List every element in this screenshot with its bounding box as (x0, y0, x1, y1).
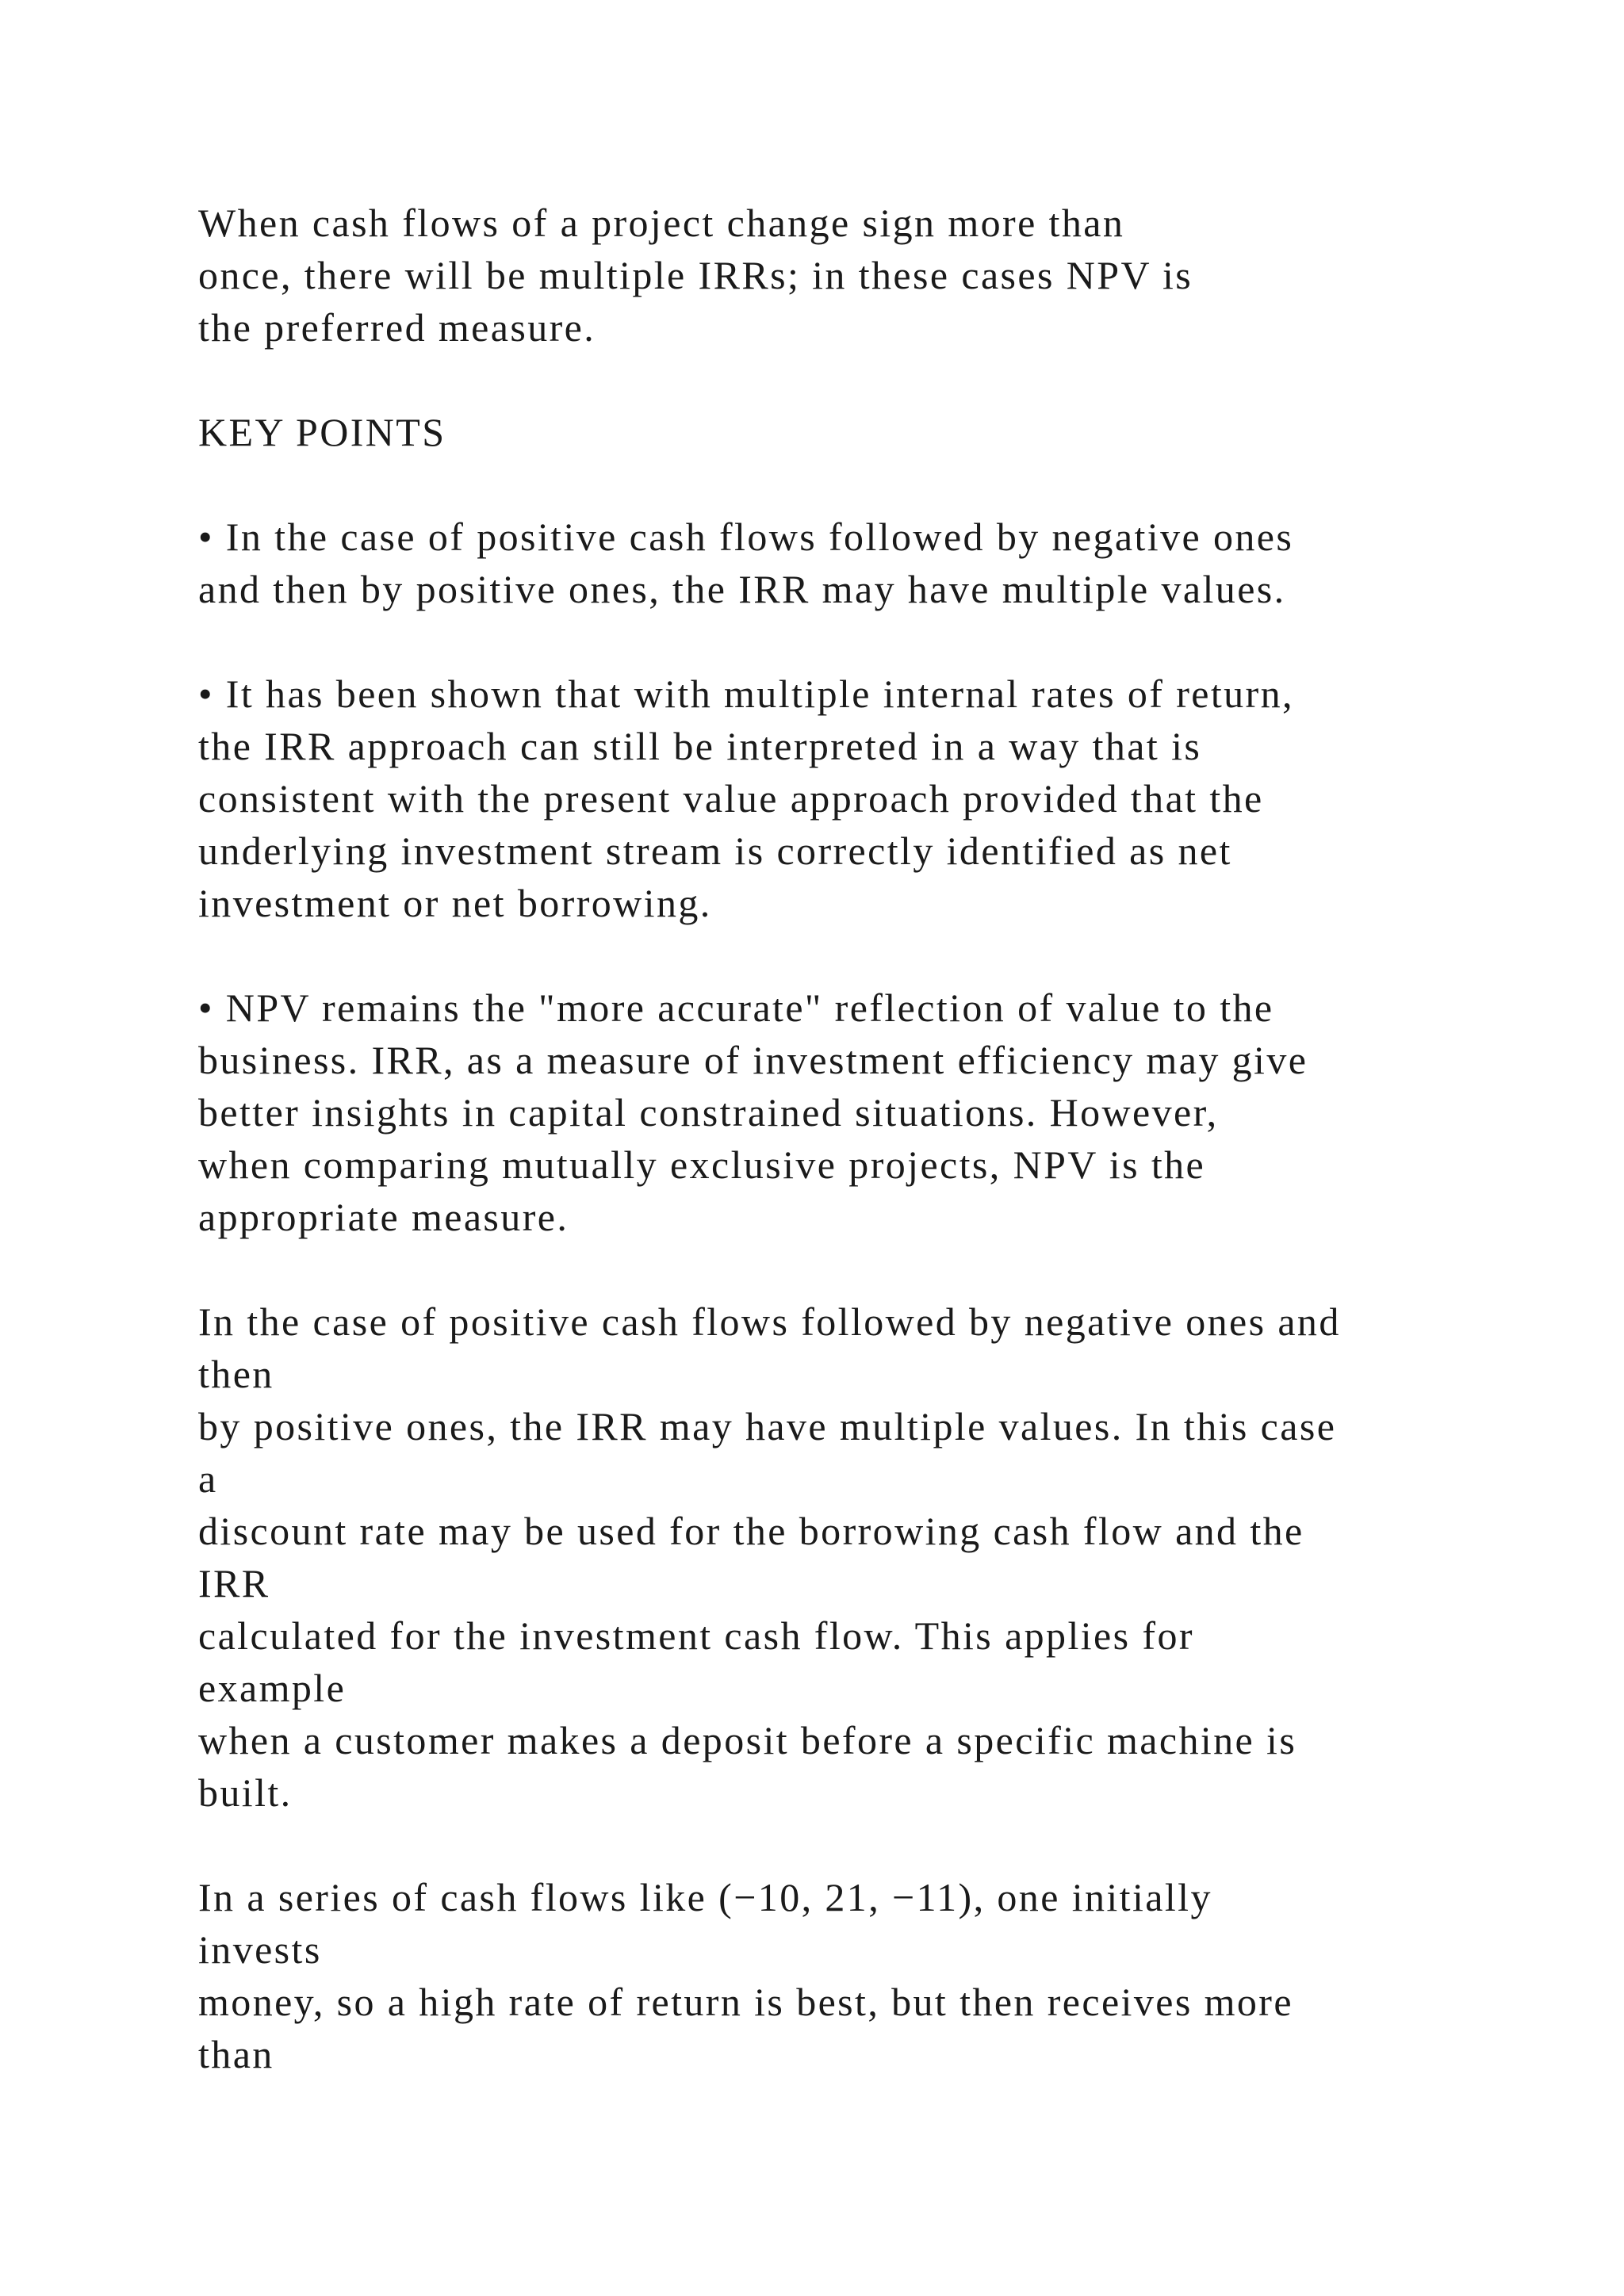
para2-line-2: then (198, 1352, 274, 1396)
para2-line-1: In the case of positive cash flows followed by negative ones and (198, 1299, 1341, 1344)
para3-line-2: invests (198, 1927, 322, 1972)
para2-line-3: by positive ones, the IRR may have multiple values. In this case (198, 1404, 1337, 1448)
intro-line-2: once, there will be multiple IRRs; in these cases NPV is (198, 253, 1193, 297)
bullet3-line-4: when comparing mutually exclusive projects, NPV is the (198, 1142, 1206, 1187)
intro-line-3: the preferred measure. (198, 305, 596, 350)
bullet3-line-1: • NPV remains the "more accurate" reflection of value to the (198, 985, 1274, 1030)
bullet2-line-3: consistent with the present value approach provided that the (198, 776, 1264, 821)
bullet3-line-2: business. IRR, as a measure of investment efficiency may give (198, 1038, 1308, 1082)
bullet2-line-4: underlying investment stream is correctly identified as net (198, 828, 1232, 873)
bullet1-line-1: • In the case of positive cash flows followed by negative ones (198, 515, 1294, 559)
para3-line-1: In a series of cash flows like (−10, 21, −11), one initially (198, 1875, 1212, 1919)
bullet3-line-3: better insights in capital constrained situations. However, (198, 1090, 1219, 1135)
para2-line-9: when a customer makes a deposit before a specific machine is (198, 1718, 1297, 1762)
para2-line-5: discount rate may be used for the borrowing cash flow and the (198, 1509, 1304, 1553)
para2-line-6: IRR (198, 1561, 270, 1605)
para2-line-8: example (198, 1666, 347, 1710)
bullet1-line-2: and then by positive ones, the IRR may have multiple values. (198, 567, 1286, 611)
bullet3-line-5: appropriate measure. (198, 1195, 569, 1239)
bullet2-line-1: • It has been shown that with multiple internal rates of return, (198, 672, 1294, 716)
intro-line-1: When cash flows of a project change sign more than (198, 201, 1125, 245)
bullet2-line-5: investment or net borrowing. (198, 881, 712, 925)
para2-line-7: calculated for the investment cash flow. This applies for (198, 1613, 1194, 1658)
key-points-heading: KEY POINTS (198, 410, 446, 454)
para2-line-4: a (198, 1456, 218, 1501)
para3-line-3: money, so a high rate of return is best, but then receives more (198, 1980, 1293, 2024)
bullet2-line-2: the IRR approach can still be interpreted in a way that is (198, 724, 1202, 768)
para2-line-10: built. (198, 1770, 293, 1815)
para3-line-4: than (198, 2032, 274, 2076)
